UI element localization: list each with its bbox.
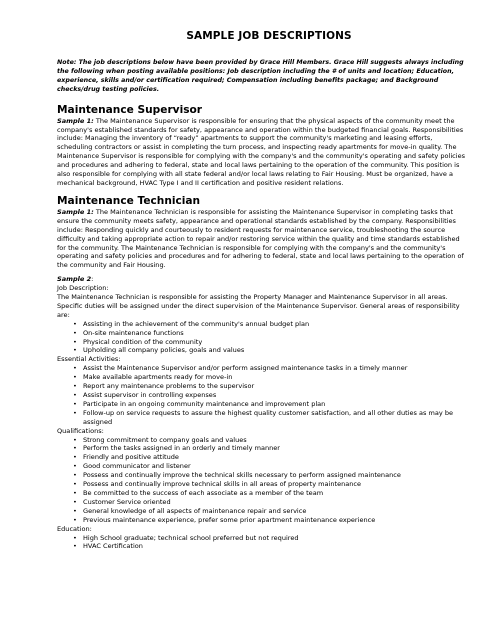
bullet-icon: • [73, 373, 77, 382]
bullet-icon: • [73, 364, 77, 373]
list-item: • Participate in an ongoing community maintenance and improvement plan [73, 399, 326, 408]
sample-label: Sample 1: [57, 116, 94, 125]
technician-heading: Maintenance Technician [57, 194, 201, 207]
list-item: • Assisting in the achievement of the community's annual budget plan [73, 319, 310, 328]
sample-label: Sample 2 [57, 275, 92, 284]
responsibilities-list [57, 320, 467, 356]
qualifications-label: Qualifications: [57, 426, 104, 435]
list-item: • Follow-up on service requests to assure the highest quality customer satisfaction, and all other duties as may be assigned [73, 408, 454, 426]
bullet-icon: • [73, 533, 77, 542]
sample-label-colon: : [91, 275, 94, 284]
bullet-icon: • [73, 444, 77, 453]
list-item: • Strong commitment to company goals and values [73, 435, 247, 444]
bullet-icon: • [73, 319, 77, 328]
qualifications-list [57, 436, 467, 525]
list-item: • Make available apartments ready for move-in [73, 373, 233, 382]
document-content [57, 30, 467, 551]
bullet-icon: • [73, 346, 77, 355]
list-item: • Be committed to the success of each associate as a member of the team [73, 488, 324, 497]
education-label: Education: [57, 524, 92, 533]
list-item: • Perform the tasks assigned in an orderly and timely manner [73, 444, 280, 453]
document-title: SAMPLE JOB DESCRIPTIONS [186, 30, 352, 42]
note-label: Note: [57, 59, 77, 66]
list-item: • General knowledge of all aspects of maintenance repair and service [73, 506, 307, 515]
bullet-icon: • [73, 488, 77, 497]
technician-sample-1 [57, 208, 467, 270]
bullet-icon: • [73, 391, 77, 399]
education-list [57, 534, 467, 552]
list-item: • Possess and continually improve technical skills in all areas of property maintenance [73, 480, 362, 489]
supervisor-sample-1 [57, 117, 467, 188]
sample-text: The Maintenance Supervisor is responsible for ensuring that the physical aspects of the community meet the company's established standards for safety, appearance and operation within the budgeted financial goals. Responsibilities include: Managing the inventory of “ready” apartments to support the community's marketing and leasing efforts, scheduling contractors or assist in completing the turn process, and inspecting ready apartments for move-in quality. The Maintenance Supervisor is responsible for complying with the company's and the community's operating and safety policies and procedures and adhering to federal, state and local laws pertaining to the operation of the community. This position is also responsible for complying with all state federal and/or local laws relating to Fair Housing. Must be organized, have a mechanical background, HVAC Type I and II certification and positive resident relations. [57, 116, 466, 187]
job-description-text: The Maintenance Technician is responsible for assisting the Property Manager and Maintenance Supervisor in all areas. Specific duties will be assigned under the direct supervision of the Maintenance Supervisor. General areas of responsibility are: [57, 293, 460, 319]
bullet-icon: • [73, 462, 77, 471]
list-item: • Friendly and positive attitude [73, 453, 179, 462]
sample-label: Sample 1: [57, 207, 94, 216]
essential-activities-label: Essential Activities: [57, 355, 121, 364]
bullet-icon: • [73, 497, 77, 506]
list-item: • Assist the Maintenance Supervisor and/or perform assigned maintenance tasks in a timely manner [73, 364, 408, 373]
bullet-icon: • [73, 399, 77, 408]
list-item: • Report any maintenance problems to the supervisor [73, 382, 255, 391]
bullet-icon: • [73, 337, 77, 346]
bullet-icon: • [73, 506, 77, 515]
list-item: • Previous maintenance experience, prefer some prior apartment maintenance experience [73, 515, 376, 524]
job-description-label: Job Description: [57, 284, 109, 293]
list-item: • Upholding all company policies, goals and values [73, 346, 245, 355]
bullet-icon: • [73, 542, 77, 551]
technician-sample-2-label [57, 275, 467, 284]
note-text: The job descriptions below have been provided by Grace Hill Members. Grace Hill suggests always including the following when posting available positions: Job description including the # of units and location; Education, experience, skills and/or certification required; Compensation including benefits package; and Background checks/drug testing policies. [57, 59, 464, 93]
bullet-icon: • [73, 453, 77, 462]
bullet-icon: • [73, 471, 77, 480]
sample-text: The Maintenance Technician is responsible for assisting the Maintenance Supervisor in completing tasks that ensure the community meets safety, appearance and operational standards established by the company. Responsibilities include: Responding quickly and courteously to resident requests for maintenance service, troubleshooting the source difficulty and taking appropriate action to repair and/or restoring service within the quality and time standards established for the community. The Maintenance Technician is responsible for complying with the company's and the community's operating and safety policies and procedures and for adhering to federal, state and local laws pertaining to the operation of the community and Fair Housing. [57, 207, 464, 270]
bullet-icon: • [73, 408, 77, 417]
note-paragraph [57, 59, 467, 95]
bullet-icon: • [73, 515, 77, 524]
bullet-icon: • [73, 382, 77, 391]
list-item: • Physical condition of the community [73, 337, 203, 346]
list-item: • HVAC Certification [73, 542, 143, 551]
list-item: • High School graduate; technical school preferred but not required [73, 533, 299, 542]
list-item: • On-site maintenance functions [73, 328, 184, 337]
bullet-icon: • [73, 328, 77, 337]
bullet-icon: • [73, 480, 77, 489]
list-item: • Customer Service oriented [73, 497, 171, 506]
list-item: • Good communicator and listener [73, 462, 191, 471]
bullet-icon: • [73, 435, 77, 444]
list-item: • Possess and continually improve the technical skills necessary to perform assigned maintenance [73, 471, 401, 480]
essential-activities-list [57, 364, 467, 426]
list-item: • Assist supervisor in controlling expenses [73, 391, 217, 399]
supervisor-heading: Maintenance Supervisor [57, 103, 203, 116]
